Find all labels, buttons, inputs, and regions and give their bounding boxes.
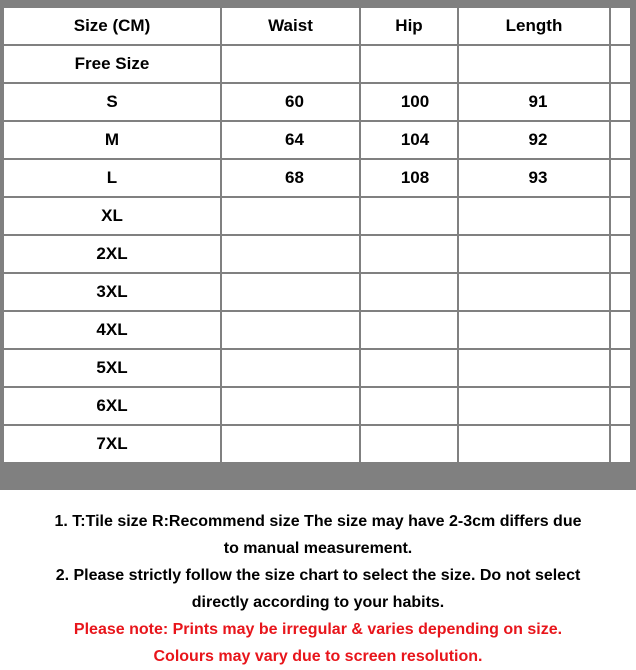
hip-cell	[361, 350, 457, 386]
length-cell: 91	[459, 84, 609, 120]
table-row	[4, 46, 630, 82]
waist-cell	[222, 350, 359, 386]
size-notes	[0, 508, 636, 670]
length-cell	[459, 426, 609, 462]
hip-cell: 104	[361, 122, 457, 158]
waist-cell	[222, 46, 359, 82]
extra-cell	[611, 160, 630, 196]
size-cell: 2XL	[4, 236, 220, 272]
table-header-row	[4, 8, 630, 44]
extra-cell	[611, 388, 630, 424]
length-cell	[459, 312, 609, 348]
extra-cell	[611, 274, 630, 310]
table-row	[4, 312, 630, 348]
size-cell: M	[4, 122, 220, 158]
hip-cell	[361, 388, 457, 424]
table-row	[4, 426, 630, 462]
header-hip: Hip	[361, 8, 457, 44]
extra-cell	[611, 350, 630, 386]
hip-cell	[361, 274, 457, 310]
hip-cell: 108	[361, 160, 457, 196]
length-cell	[459, 198, 609, 234]
waist-cell	[222, 426, 359, 462]
size-cell: 4XL	[4, 312, 220, 348]
extra-cell	[611, 236, 630, 272]
table-row	[4, 350, 630, 386]
size-cell: 3XL	[4, 274, 220, 310]
table-row	[4, 198, 630, 234]
length-cell: 93	[459, 160, 609, 196]
length-cell	[459, 388, 609, 424]
extra-cell	[611, 122, 630, 158]
waist-cell	[222, 198, 359, 234]
hip-cell	[361, 46, 457, 82]
size-cell: 7XL	[4, 426, 220, 462]
waist-cell	[222, 312, 359, 348]
header-waist: Waist	[222, 8, 359, 44]
note-1-line-2: to manual measurement.	[223, 540, 413, 557]
waist-cell	[222, 274, 359, 310]
length-cell	[459, 236, 609, 272]
size-cell: 5XL	[4, 350, 220, 386]
note-1-line-1: 1. T:Tile size R:Recommend size The size may have 2-3cm differs due	[54, 513, 582, 530]
hip-cell: 100	[361, 84, 457, 120]
table-row	[4, 274, 630, 310]
size-cell: S	[4, 84, 220, 120]
table-row	[4, 236, 630, 272]
extra-cell	[611, 312, 630, 348]
table-row	[4, 84, 630, 120]
size-table	[2, 6, 632, 464]
header-extra	[611, 8, 630, 44]
note-2-line-1: 2. Please strictly follow the size chart to select the size. Do not select	[55, 567, 581, 584]
waist-cell: 64	[222, 122, 359, 158]
waist-cell	[222, 388, 359, 424]
note-2-line-2: directly according to your habits.	[191, 594, 445, 611]
table-row	[4, 122, 630, 158]
header-size: Size (CM)	[4, 8, 220, 44]
extra-cell	[611, 84, 630, 120]
extra-cell	[611, 426, 630, 462]
hip-cell	[361, 198, 457, 234]
size-cell: 6XL	[4, 388, 220, 424]
hip-cell	[361, 312, 457, 348]
hip-cell	[361, 426, 457, 462]
length-cell	[459, 350, 609, 386]
header-length: Length	[459, 8, 609, 44]
size-cell: Free Size	[4, 46, 220, 82]
waist-cell	[222, 236, 359, 272]
extra-cell	[611, 46, 630, 82]
colour-warning: Colours may vary due to screen resolution.	[153, 648, 483, 665]
size-cell: XL	[4, 198, 220, 234]
table-row	[4, 160, 630, 196]
print-warning: Please note: Prints may be irregular & varies depending on size.	[73, 621, 563, 638]
length-cell	[459, 274, 609, 310]
length-cell	[459, 46, 609, 82]
waist-cell: 68	[222, 160, 359, 196]
extra-cell	[611, 198, 630, 234]
waist-cell: 60	[222, 84, 359, 120]
size-cell: L	[4, 160, 220, 196]
table-row	[4, 388, 630, 424]
length-cell: 92	[459, 122, 609, 158]
hip-cell	[361, 236, 457, 272]
